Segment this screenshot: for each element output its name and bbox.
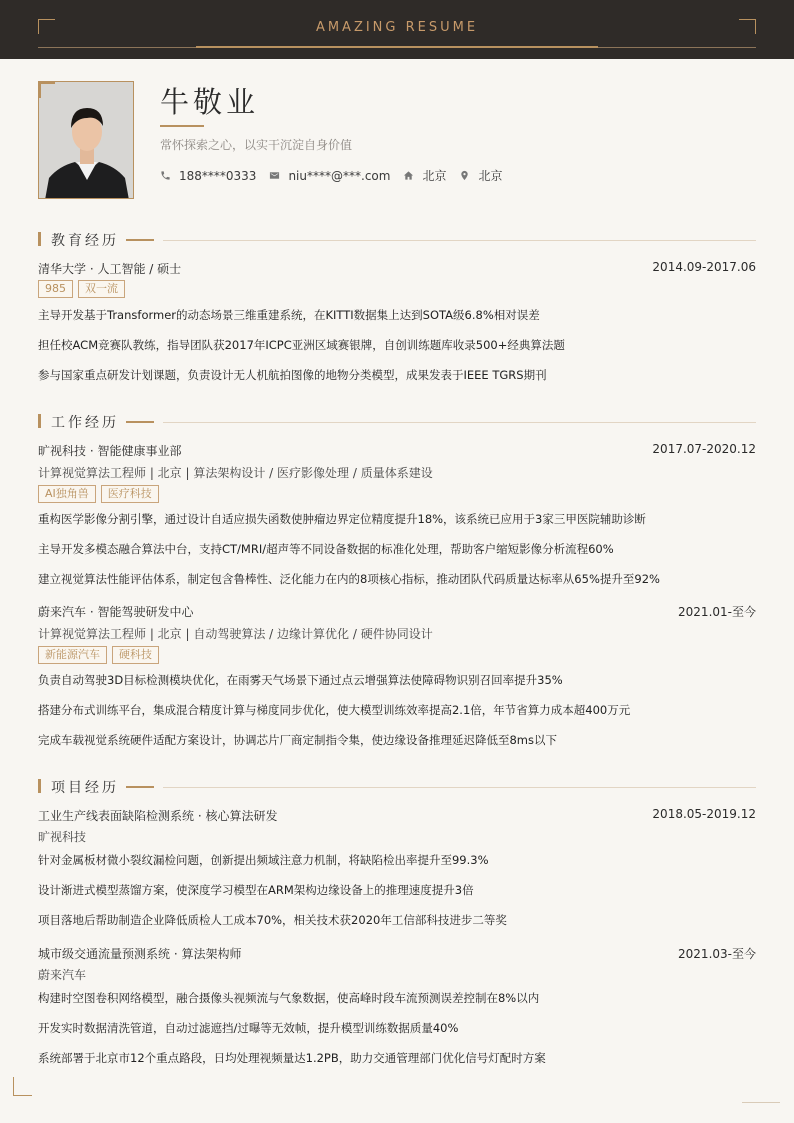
project-bullet: 项目落地后帮助制造企业降低质检人工成本70%，相关技术获2020年工信部科技进步二等奖 <box>38 913 507 927</box>
home-text: 北京 <box>422 169 447 183</box>
section-dash <box>126 786 154 788</box>
candidate-name: 牛敬业 <box>160 85 260 119</box>
corner-decoration <box>742 1102 780 1103</box>
project-bullet: 开发实时数据清洗管道，自动过滤遮挡/过曝等无效帧，提升模型训练数据质量40% <box>38 1021 459 1035</box>
job-date: 2017.07-2020.12 <box>652 442 756 456</box>
section-header <box>38 777 756 797</box>
project-org: 蔚来汽车 <box>38 968 87 982</box>
job-bullet: 重构医学影像分割引擎，通过设计自适应损失函数使肿瘤边界定位精度提升18%，该系统已应用于3家三甲医院辅助诊断 <box>38 512 646 526</box>
brand-title: AMAZING RESUME <box>315 20 479 35</box>
job-role: 计算视觉算法工程师 | 北京 | 算法架构设计 / 医疗影像处理 / 质量体系建设 <box>38 466 433 480</box>
contact-row <box>160 167 515 184</box>
project-date: 2018.05-2019.12 <box>652 807 756 821</box>
projects-section <box>38 777 756 1077</box>
tag: 硬科技 <box>112 646 159 664</box>
contact-phone <box>160 169 256 183</box>
tag: AI独角兽 <box>38 485 96 503</box>
education-section <box>38 230 756 390</box>
contact-home <box>403 167 446 184</box>
section-marker <box>38 414 41 428</box>
job-bullet: 建立视觉算法性能评估体系，制定包含鲁棒性、泛化能力在内的8项核心指标，推动团队代码质量达标率从65%提升至92% <box>38 572 660 586</box>
project-bullet: 针对金属板材微小裂纹漏检问题，创新提出频域注意力机制，将缺陷检出率提升至99.3% <box>38 853 489 867</box>
project-bullet: 构建时空图卷积网络模型，融合摄像头视频流与气象数据，使高峰时段车流预测误差控制在8%以内 <box>38 991 540 1005</box>
work-section <box>38 412 756 752</box>
tag: 985 <box>38 280 73 298</box>
avatar <box>38 81 134 199</box>
tag: 双一流 <box>78 280 125 298</box>
education-tags <box>38 280 130 298</box>
education-date: 2014.09-2017.06 <box>652 260 756 274</box>
job-bullet: 负责自动驾驶3D目标检测模块优化，在雨雾天气场景下通过点云增强算法使障碍物识别召回率提升35% <box>38 673 563 687</box>
company: 蔚来汽车 · 智能驾驶研发中心 <box>38 605 194 619</box>
job-role: 计算视觉算法工程师 | 北京 | 自动驾驶算法 / 边缘计算优化 / 硬件协同设计 <box>38 627 433 641</box>
email-text: niu****@***.com <box>288 168 391 183</box>
school: 清华大学 · 人工智能 / 硕士 <box>38 262 182 276</box>
section-header <box>38 412 756 432</box>
education-bullet: 参与国家重点研发计划课题，负责设计无人机航拍图像的地物分类模型，成果发表于IEEE TGRS期刊 <box>38 368 547 382</box>
tag: 新能源汽车 <box>38 646 107 664</box>
section-line <box>163 240 756 241</box>
job-bullet: 搭建分布式训练平台，集成混合精度计算与梯度同步优化，使大模型训练效率提高2.1倍，年节省算力成本超400万元 <box>38 703 631 717</box>
education-bullet: 主导开发基于Transformer的动态场景三维重建系统，在KITTI数据集上达到SOTA级6.8%相对误差 <box>38 308 540 322</box>
education-bullet: 担任校ACM竞赛队教练，指导团队获2017年ICPC亚洲区域赛银牌，自创训练题库收录500+经典算法题 <box>38 338 565 352</box>
corner-decoration <box>13 1077 32 1096</box>
job-tags <box>38 485 164 503</box>
job-bullet: 主导开发多模态融合算法中台，支持CT/MRI/超声等不同设备数据的标准化处理，帮助客户缩短影像分析流程60% <box>38 542 614 556</box>
project-name: 城市级交通流量预测系统 · 算法架构师 <box>38 947 242 961</box>
contact-email <box>269 169 390 183</box>
job-date: 2021.01-至今 <box>678 605 756 619</box>
job-tags <box>38 646 164 664</box>
section-header <box>38 230 756 250</box>
location-icon <box>459 170 470 181</box>
project-org: 旷视科技 <box>38 830 87 844</box>
photo-corner-mark <box>38 81 55 98</box>
phone-icon <box>160 170 171 181</box>
section-line <box>163 422 756 423</box>
project-name: 工业生产线表面缺陷检测系统 · 核心算法研发 <box>38 809 278 823</box>
tag: 医疗科技 <box>101 485 159 503</box>
section-title: 教育经历 <box>51 233 119 249</box>
project-bullet: 设计渐进式模型蒸馏方案，使深度学习模型在ARM架构边缘设备上的推理速度提升3倍 <box>38 883 474 897</box>
section-marker <box>38 779 41 793</box>
section-dash <box>126 239 154 241</box>
job-bullet: 完成车载视觉系统硬件适配方案设计，协调芯片厂商定制指令集，使边缘设备推理延迟降低至8ms以下 <box>38 733 558 747</box>
mail-icon <box>269 170 280 181</box>
motto: 常怀探索之心，以实干沉淀自身价值 <box>160 138 353 152</box>
section-line <box>163 787 756 788</box>
header-bar <box>0 0 794 59</box>
section-marker <box>38 232 41 246</box>
section-title: 项目经历 <box>51 780 119 796</box>
section-title: 工作经历 <box>51 415 119 431</box>
location-text: 北京 <box>478 169 503 183</box>
phone-text: 188****0333 <box>179 168 257 183</box>
section-dash <box>126 421 154 423</box>
contact-location <box>459 167 502 184</box>
home-icon <box>403 170 414 181</box>
name-underline <box>160 125 204 127</box>
divider-accent <box>196 46 598 48</box>
project-date: 2021.03-至今 <box>678 947 756 961</box>
project-bullet: 系统部署于北京市12个重点路段，日均处理视频量达1.2PB，助力交通管理部门优化信号灯配时方案 <box>38 1051 546 1065</box>
company: 旷视科技 · 智能健康事业部 <box>38 444 182 458</box>
